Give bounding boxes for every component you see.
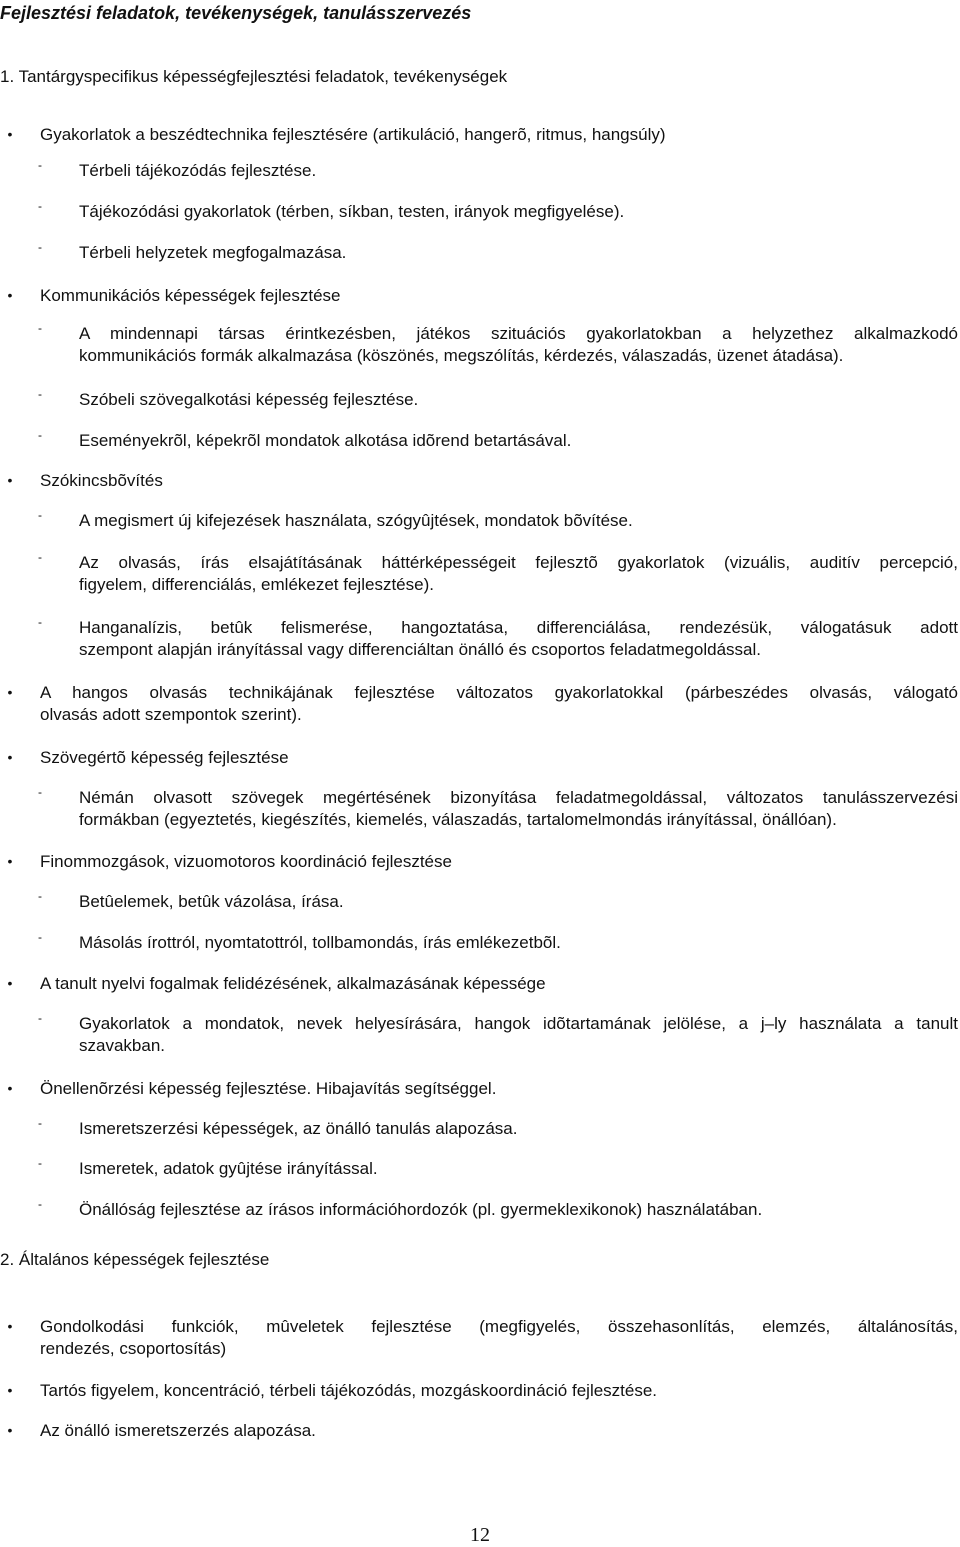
list-item-text: A tanult nyelvi fogalmak felidézésének, alkalmazásának képessége [40, 974, 546, 993]
sub-item-text: Ismeretek, adatok gyûjtése irányítással. [79, 1159, 378, 1178]
bullet-marker: • [7, 472, 13, 488]
list-item-text: Gondolkodási funkciók, mûveletek fejlesztése (megfigyelés, összehasonlítás, elemzés, általánosítás, [40, 1317, 958, 1336]
page-title: Fejlesztési feladatok, tevékenységek, tanulásszervezés [0, 3, 472, 23]
sub-item-text-line2: figyelem, differenciálás, emlékezet fejlesztése). [79, 575, 434, 594]
dash-marker: - [38, 785, 42, 799]
sub-item-text: Hanganalízis, betûk felismerése, hangoztatása, differenciálása, rendezésük, válogatásuk adott [79, 618, 958, 637]
dash-marker: - [38, 1011, 42, 1025]
dash-marker: - [38, 550, 42, 564]
bullet-marker: • [7, 1318, 13, 1334]
sub-item-text-line2: formákban (egyeztetés, kiegészítés, kiemelés, válaszadás, tartalomelmondás irányítással, önállóan). [79, 810, 837, 829]
sub-item-text: Gyakorlatok a mondatok, nevek helyesírására, hangok idõtartamának jelölése, a j–ly használata a tanult [79, 1014, 958, 1033]
section-heading-1: 1. Tantárgyspecifikus képességfejlesztési feladatok, tevékenységek [0, 67, 508, 86]
sub-item-text: A mindennapi társas érintkezésben, játékos szituációs gyakorlatokban a helyzethez alkalmazkodó [79, 324, 958, 343]
dash-marker: - [38, 930, 42, 944]
list-item-text: Kommunikációs képességek fejlesztése [40, 286, 341, 305]
list-item-text: Szövegértõ képesség fejlesztése [40, 748, 289, 767]
dash-marker: - [38, 615, 42, 629]
sub-item-text-line2: szempont alapján irányítással vagy differenciáltan önálló és csoportos feladatmegoldással. [79, 640, 761, 659]
sub-item-text: Térbeli tájékozódás fejlesztése. [79, 161, 317, 180]
bullet-marker: • [7, 1080, 13, 1096]
sub-item-text: Ismeretszerzési képességek, az önálló tanulás alapozása. [79, 1119, 518, 1138]
list-item-text: A hangos olvasás technikájának fejlesztése változatos gyakorlatokkal (párbeszédes olvasás, válogató [40, 683, 958, 702]
bullet-marker: • [7, 749, 13, 765]
dash-marker: - [38, 1197, 42, 1211]
list-item-text: Finommozgások, vizuomotoros koordináció fejlesztése [40, 852, 452, 871]
dash-marker: - [38, 199, 42, 213]
dash-marker: - [38, 387, 42, 401]
bullet-marker: • [7, 126, 13, 142]
sub-item-text: Tájékozódási gyakorlatok (térben, síkban, testen, irányok megfigyelése). [79, 202, 625, 221]
bullet-marker: • [7, 1422, 13, 1438]
sub-item-text: Némán olvasott szövegek megértésének bizonyítása feladatmegoldással, változatos tanulásszervezési [79, 788, 958, 807]
list-item-text-line2: rendezés, csoportosítás) [40, 1339, 227, 1358]
dash-marker: - [38, 1116, 42, 1130]
dash-marker: - [38, 240, 42, 254]
list-item-text-line2: olvasás adott szempontok szerint). [40, 705, 302, 724]
sub-item-text: Önállóság fejlesztése az írásos információhordozók (pl. gyermeklexikonok) használatában. [79, 1200, 763, 1219]
sub-item-text: Az olvasás, írás elsajátításának háttérképességeit fejlesztõ gyakorlatok (vizuális, auditív percepció, [79, 553, 958, 572]
dash-marker: - [38, 321, 42, 335]
list-item-text: Önellenõrzési képesség fejlesztése. Hibajavítás segítséggel. [40, 1079, 497, 1098]
dash-marker: - [38, 1156, 42, 1170]
sub-item-text: Másolás írottról, nyomtatottról, tollbamondás, írás emlékezetbõl. [79, 933, 561, 952]
dash-marker: - [38, 158, 42, 172]
list-item-text: Szókincsbõvítés [40, 471, 163, 490]
list-item-text: Tartós figyelem, koncentráció, térbeli tájékozódás, mozgáskoordináció fejlesztése. [40, 1381, 658, 1400]
bullet-marker: • [7, 1382, 13, 1398]
page-number: 12 [470, 1524, 490, 1546]
list-item-text: Az önálló ismeretszerzés alapozása. [40, 1421, 316, 1440]
sub-item-text: Térbeli helyzetek megfogalmazása. [79, 243, 347, 262]
dash-marker: - [38, 889, 42, 903]
sub-item-text-line2: kommunikációs formák alkalmazása (köszönés, megszólítás, kérdezés, válaszadás, üzenet átadása). [79, 346, 844, 365]
sub-item-text-line2: szavakban. [79, 1036, 165, 1055]
bullet-marker: • [7, 853, 13, 869]
list-item-text: Gyakorlatok a beszédtechnika fejlesztésére (artikuláció, hangerõ, ritmus, hangsúly) [40, 125, 666, 144]
section-heading-2: 2. Általános képességek fejlesztése [0, 1250, 270, 1269]
sub-item-text: Eseményekrõl, képekrõl mondatok alkotása idõrend betartásával. [79, 431, 572, 450]
bullet-marker: • [7, 975, 13, 991]
sub-item-text: Szóbeli szövegalkotási képesség fejlesztése. [79, 390, 419, 409]
dash-marker: - [38, 508, 42, 522]
dash-marker: - [38, 428, 42, 442]
bullet-marker: • [7, 287, 13, 303]
bullet-marker: • [7, 684, 13, 700]
sub-item-text: Betûelemek, betûk vázolása, írása. [79, 892, 344, 911]
sub-item-text: A megismert új kifejezések használata, szógyûjtések, mondatok bõvítése. [79, 511, 633, 530]
